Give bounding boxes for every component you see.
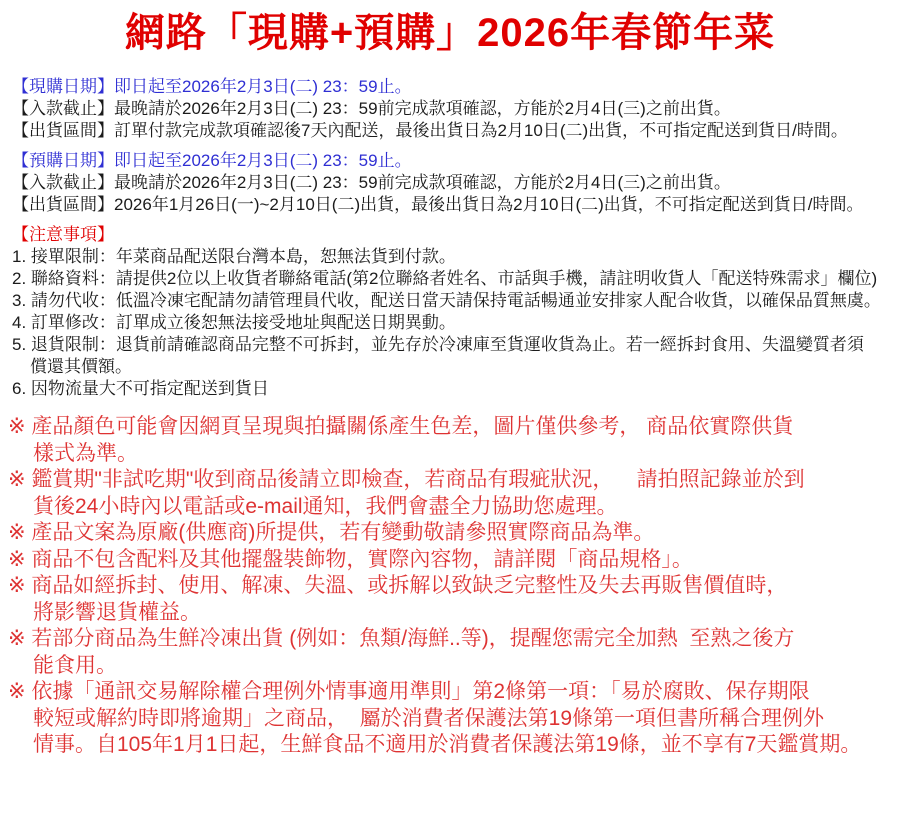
page-title: 網路「現購+預購」2026年春節年菜: [124, 11, 776, 55]
notes-section: [0, 224, 900, 400]
text-line: 償還其價額。: [30, 357, 132, 376]
text-line: ※ 依據「通訊交易解除權合理例外情事適用準則」第2條第一項：「易於腐敗、保存期限: [8, 680, 810, 703]
text-line: 貨後24小時內以電話或e-mail通知，我們會盡全力協助您處理。: [33, 494, 618, 518]
text-line: 較短或解約時即將逾期」之商品， 屬於消費者保護法第19條第一項但書所稱合理例外: [33, 706, 825, 730]
text-line: 3. 請勿代收：低溫冷凍宅配請勿請管理員代收，配送日當天請保持電話暢通並安排家人配合收貨，以確保品質無虞。: [12, 291, 881, 310]
text-line: 能食用。: [33, 653, 117, 677]
text-line: 樣式為準。: [33, 441, 138, 465]
preorder-section: [0, 150, 900, 216]
text-line: ※ 商品不包含配料及其他擺盤裝飾物，實際內容物，請詳閱「商品規格」。: [8, 547, 693, 571]
text-line: 【入款截止】最晚請於2026年2月3日(二) 23：59前完成款項確認，方能於2月4日(三)之前出貨。: [12, 99, 731, 118]
text-line: 【現購日期】即日起至2026年2月3日(二) 23：59止。: [12, 77, 412, 96]
text-line: 情事。自105年1月1日起，生鮮食品不適用於消費者保護法第19條，並不享有7天鑑賞期。: [33, 733, 862, 756]
text-line: 6. 因物流量大不可指定配送到貨日: [12, 379, 269, 398]
text-line: 1. 接單限制：年菜商品配送限台灣本島，恕無法貨到付款。: [12, 247, 456, 266]
text-line: ※ 若部分商品為生鮮冷凍出貨 (例如：魚類/海鮮..等)，提醒您需完全加熱 至熟之後方: [8, 627, 795, 650]
warnings-section: [0, 414, 900, 759]
notes-list: [12, 246, 900, 400]
purchase-now-section: [0, 76, 900, 142]
text-line: 5. 退貨限制：退貨前請確認商品完整不可拆封，並先存於冷凍庫至貨運收貨為止。若一經拆封食用、失溫變質者須: [12, 335, 864, 354]
text-line: 【入款截止】最晚請於2026年2月3日(二) 23：59前完成款項確認，方能於2月4日(三)之前出貨。: [12, 173, 731, 192]
text-line: 4. 訂單修改：訂單成立後恕無法接受地址與配送日期異動。: [12, 313, 456, 332]
notes-header: 【注意事項】: [12, 225, 114, 244]
text-line: ※ 產品文案為原廠(供應商)所提供，若有變動敬請參照實際商品為準。: [8, 521, 655, 544]
text-line: 【出貨區間】訂單付款完成款項確認後7天內配送，最後出貨日為2月10日(二)出貨，不可指定配送到貨日/時間。: [12, 121, 848, 140]
text-line: ※ 商品如經拆封、使用、解凍、失溫、或拆解以致缺乏完整性及失去再販售價值時，: [8, 574, 788, 597]
text-line: 【預購日期】即日起至2026年2月3日(二) 23：59止。: [12, 151, 412, 170]
text-line: ※ 產品顏色可能會因網頁呈現與拍攝關係產生色差，圖片僅供參考， 商品依實際供貨: [8, 415, 794, 438]
text-line: 將影響退貨權益。: [33, 600, 201, 624]
text-line: ※ 鑑賞期"非試吃期"收到商品後請立即檢查，若商品有瑕疵狀況， 請拍照記錄並於到: [8, 468, 805, 491]
text-line: 【出貨區間】2026年1月26日(一)~2月10日(二)出貨，最後出貨日為2月10日(二)出貨，不可指定配送到貨日/時間。: [12, 195, 864, 214]
text-line: 2. 聯絡資料：請提供2位以上收貨者聯絡電話(第2位聯絡者姓名、市話與手機，請註明收貨人「配送特殊需求」欄位): [12, 269, 878, 288]
